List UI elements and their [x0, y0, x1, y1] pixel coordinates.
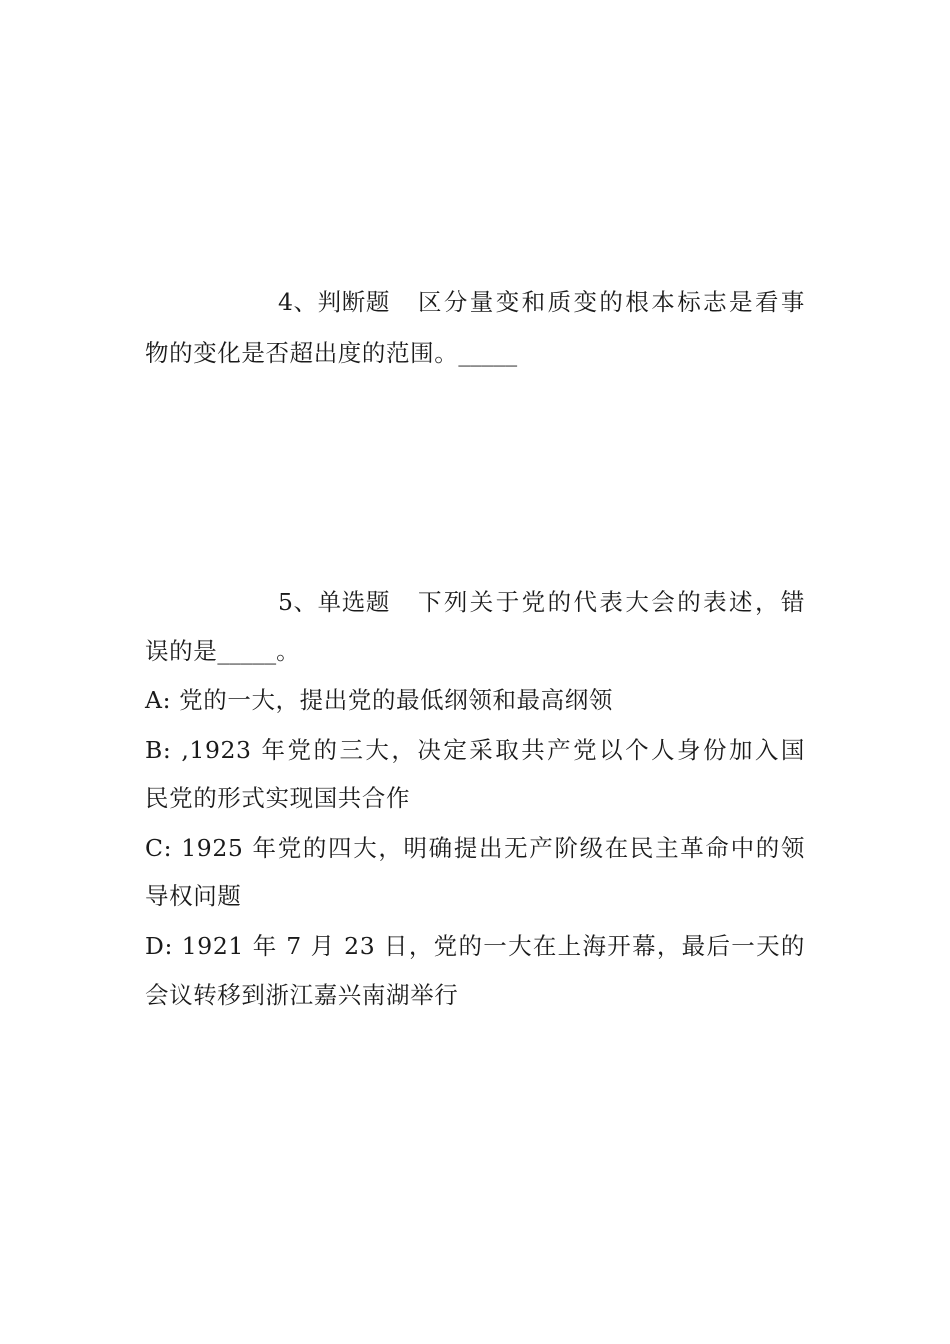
question-5-text-line1: 下列关于党的代表大会的表述，错: [417, 588, 805, 616]
question-4-text-line2-row: [145, 338, 805, 368]
question-4-text-line2: 物的变化是否超出度的范围。: [145, 339, 459, 367]
question-5-header: [145, 587, 805, 617]
option-b-line1: B: ,1923 年党的三大，决定采取共产党以个人身份加入国: [145, 736, 805, 764]
question-4-number-type: 4、判断题: [278, 288, 390, 316]
option-c-line1: C: 1925 年党的四大，明确提出无产阶级在民主革命中的领: [145, 834, 805, 862]
question-5-text-line2-post: 。: [276, 637, 301, 665]
option-d-line1: D: 1921 年 7 月 23 日，党的一大在上海开幕，最后一天的: [145, 932, 805, 960]
question-4-text-line1: 区分量变和质变的根本标志是看事: [417, 288, 805, 316]
question-5-answer-blank: _____: [217, 637, 277, 665]
question-4-header: [145, 287, 805, 317]
option-b-line2: 民党的形式实现国共合作: [145, 784, 411, 812]
option-a-line1: A: 党的一大，提出党的最低纲领和最高纲领: [145, 686, 613, 714]
question-4-answer-blank: _____: [458, 339, 518, 367]
option-c-line2: 导权问题: [145, 882, 242, 910]
option-a: [145, 685, 805, 715]
question-5-text-line2-row: [145, 636, 805, 666]
question-5-number-type: 5、单选题: [278, 588, 390, 616]
question-5-text-line2-pre: 误的是: [145, 637, 218, 665]
option-d-line2: 会议转移到浙江嘉兴南湖举行: [145, 981, 459, 1009]
